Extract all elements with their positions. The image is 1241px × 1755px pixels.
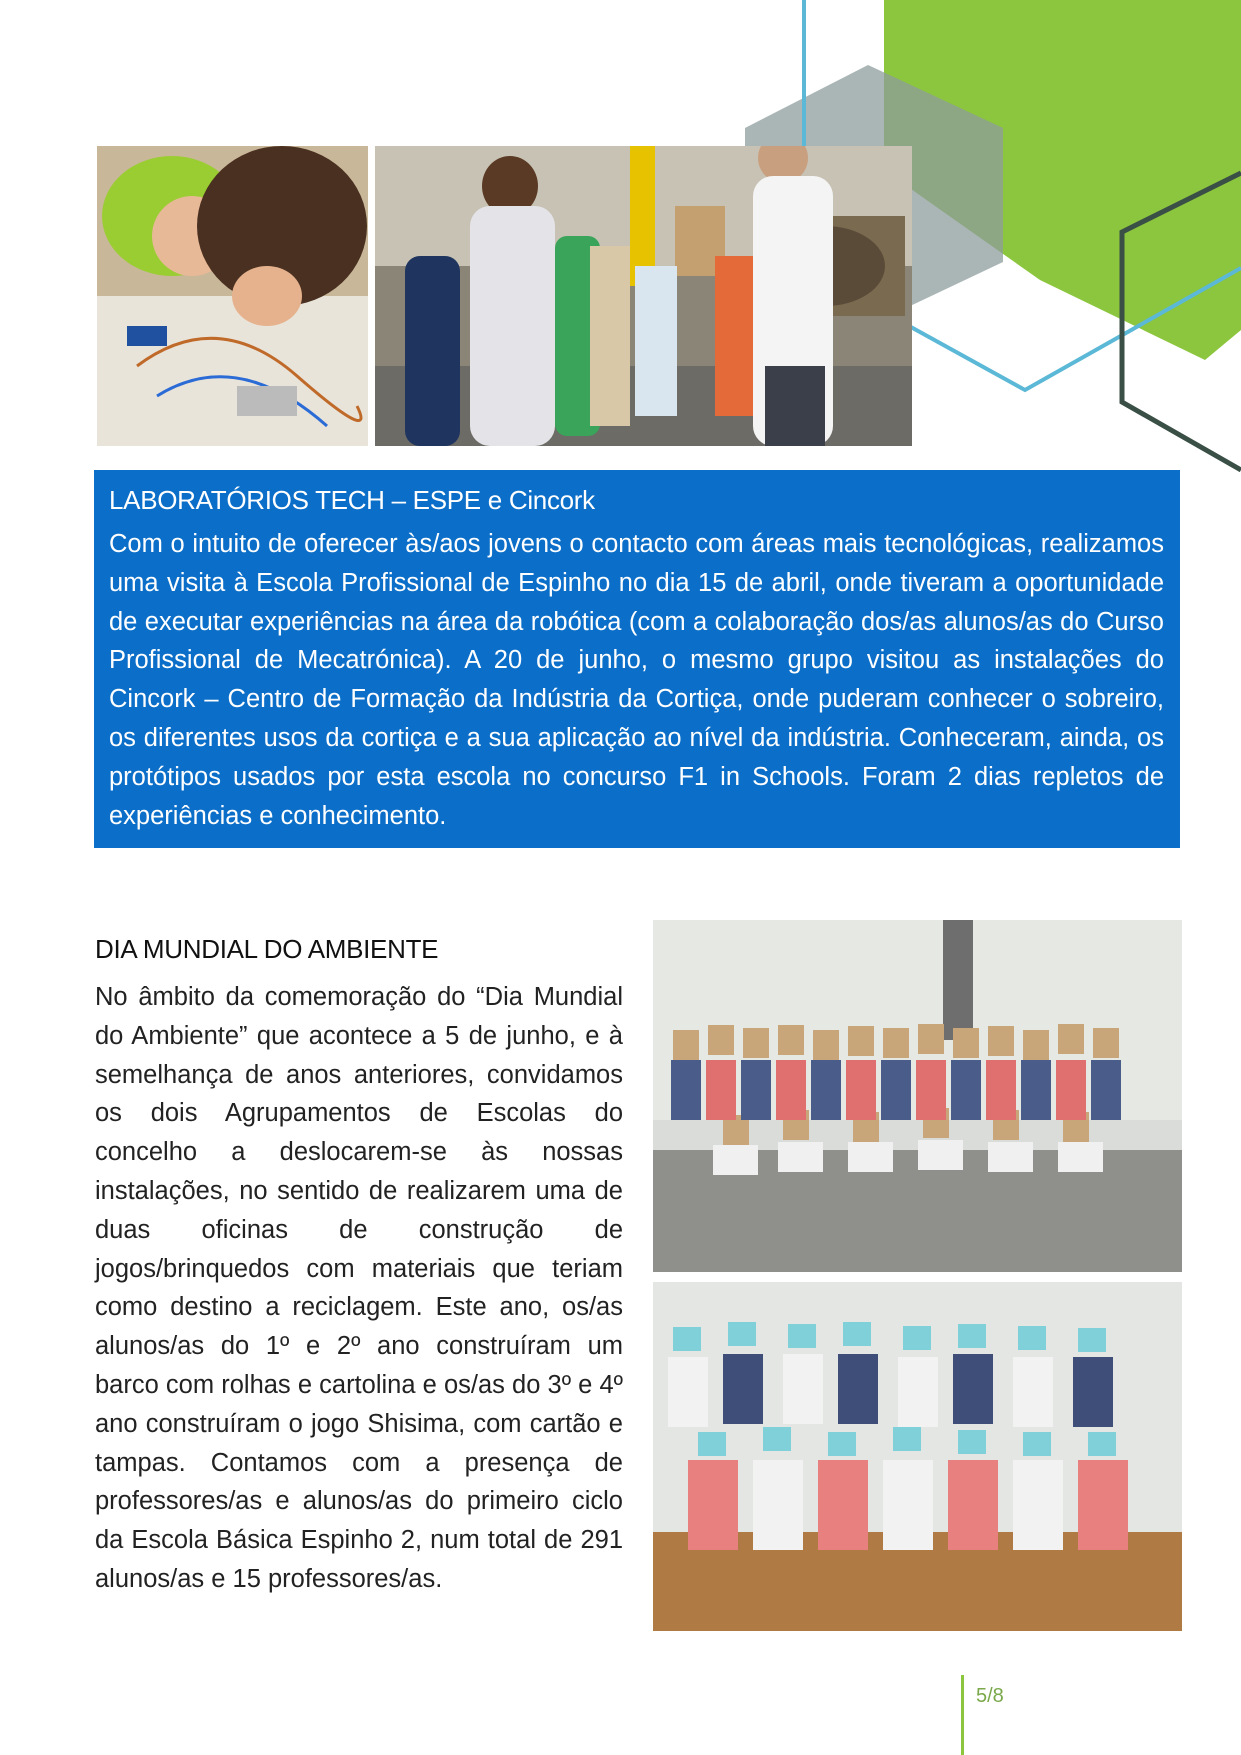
photo-robotics-lab <box>97 146 368 446</box>
environment-day-body: No âmbito da comemoração do “Dia Mundial do Ambiente” que acontece a 5 de junho, e à semelhança de anos anteriores, convidamos os dois Agrupamentos de Escolas do concelho a deslocarem-se às nossas instalações, no sentido de realizarem uma de duas oficinas de construção de jogos/brinquedos com materiais que teriam como destino a reciclagem. Este ano, os/as alunos/as do 1º e 2º ano construíram um barco com rolhas e cartolina e os/as do 3º e 4º ano construíram o jogo Shisima, com cartão e tampas. Contamos com a presença de professores/as e alunos/as do primeiro ciclo da Escola Básica Espinho 2, num total de 291 alunos/as e 15 professores/as. <box>95 983 623 1593</box>
dark-green-hexagon-outline <box>1122 173 1241 470</box>
green-hexagon <box>884 0 1241 360</box>
footer-divider <box>961 1675 964 1755</box>
photo-group-indoor <box>653 1282 1182 1631</box>
photo-cincork-visit <box>375 146 912 446</box>
tech-labs-box <box>94 470 1180 848</box>
tech-labs-body: Com o intuito de oferecer às/aos jovens o contacto com áreas mais tecnológicas, realizamos uma visita à Escola Profissional de Espinho no dia 15 de abril, onde tiveram a oportunidade de executar experiências na área da robótica (com a colaboração dos/as alunos/as do Curso Profissional de Mecatrónica). A 20 de junho, o mesmo grupo visitou as instalações do Cincork – Centro de Formação da Indústria da Cortiça, onde puderam conhecer o sobreiro, os diferentes usos da cortiça e a sua aplicação ao nível da indústria. Conheceram, ainda, os protótipos usados por esta escola no concurso F1 in Schools. Foram 2 dias repletos de experiências e conhecimento. <box>109 530 1164 830</box>
environment-day-section <box>95 932 623 1599</box>
tech-labs-title: LABORATÓRIOS TECH – ESPE e Cincork <box>109 485 595 515</box>
page-footer <box>961 1675 1041 1755</box>
environment-day-title: DIA MUNDIAL DO AMBIENTE <box>95 934 439 964</box>
page-number: 5/8 <box>976 1685 1004 1707</box>
photo-group-outdoor <box>653 920 1182 1272</box>
